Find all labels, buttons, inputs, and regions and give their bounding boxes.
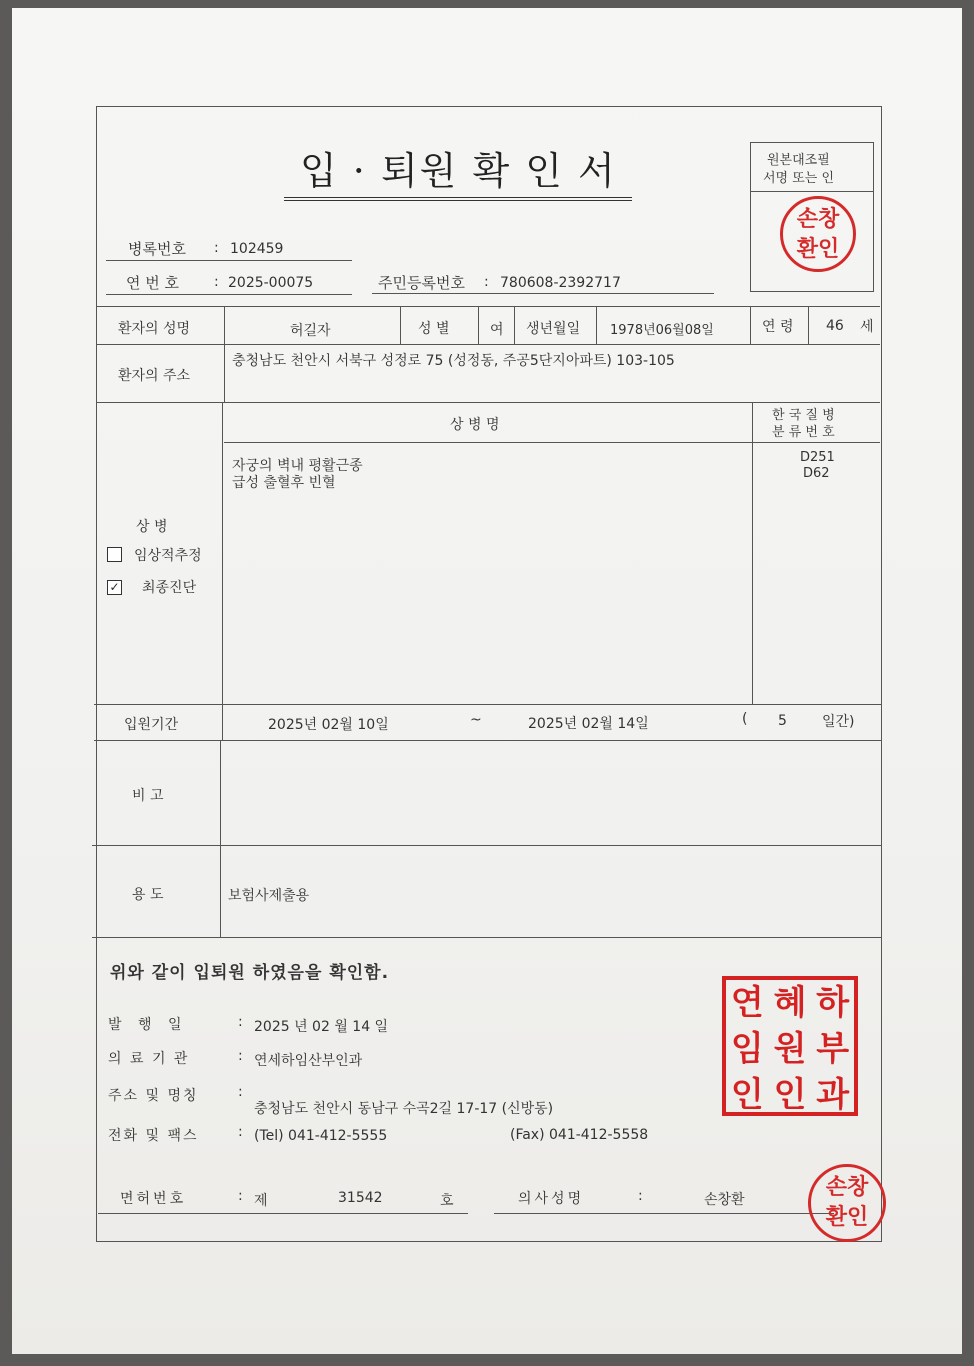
admission-start: 2025년 02월 10일 (268, 717, 389, 733)
seal-text-line1: 손창 (796, 207, 840, 232)
age-label: 연 령 (762, 319, 794, 335)
seal-char: 인 (773, 1075, 807, 1115)
colon: : (238, 1048, 243, 1064)
license-suffix: 호 (440, 1193, 454, 1209)
remarks-label: 비 고 (132, 788, 164, 804)
record-number-value: 102459 (230, 241, 284, 257)
admission-days-unit: 일간) (822, 714, 855, 730)
kcd-header-line1: 한 국 질 병 (772, 408, 835, 423)
record-number-label: 병록번호 (128, 240, 186, 258)
admission-end: 2025년 02월 14일 (528, 716, 649, 732)
seal-char: 인 (730, 1075, 764, 1115)
issue-date-value: 2025 년 02 월 14 일 (254, 1019, 389, 1035)
fax-value: (Fax) 041-412-5558 (510, 1127, 649, 1143)
serial-number-value: 2025-00075 (228, 275, 314, 291)
seal-char: 부 (816, 1029, 850, 1069)
institution-address: 충청남도 천안시 동남구 수곡2길 17-17 (신방동) (254, 1101, 554, 1117)
doctor-name-label: 의사성명 (518, 1191, 585, 1207)
kcd-header-line2: 분 류 번 호 (772, 425, 835, 440)
seal-char: 임 (730, 1029, 764, 1069)
diagnosis-section-label: 상 병 (136, 519, 168, 535)
sex-label: 성 별 (418, 321, 450, 337)
license-label: 면허번호 (120, 1191, 187, 1207)
rrn-label: 주민등록번호 (378, 274, 465, 292)
final-diagnosis-label: 최종진단 (142, 580, 197, 596)
admission-days: 5 (778, 713, 787, 729)
purpose-label: 용 도 (132, 887, 164, 903)
age-value: 46 (826, 318, 844, 334)
license-prefix: 제 (254, 1193, 268, 1209)
seal-char: 혜 (773, 983, 807, 1023)
address-label: 환자의 주소 (118, 368, 191, 384)
tel-value: (Tel) 041-412-5555 (254, 1128, 388, 1144)
institution-label: 의 료 기 관 (108, 1051, 190, 1067)
seal-text-line2: 환인 (825, 1205, 869, 1230)
seal-char: 하 (816, 983, 850, 1023)
colon: : (214, 274, 219, 290)
issue-date-label: 발 행 일 (108, 1017, 188, 1033)
hospital-seal (722, 976, 858, 1116)
institution-value: 연세하임산부인과 (254, 1053, 363, 1069)
address-name-label: 주소 및 명칭 (108, 1088, 199, 1104)
age-unit: 세 (860, 319, 874, 335)
contact-label: 전화 및 팩스 (108, 1128, 199, 1144)
diagnosis-name-2: 급성 출혈후 빈혈 (232, 475, 336, 491)
colon: : (238, 1084, 243, 1100)
document-title: 입 · 퇴원 확 인 서 (300, 149, 617, 193)
dob-label: 생년월일 (526, 321, 581, 337)
diagnosis-code-2: D62 (803, 466, 830, 481)
seal-text-line2: 환인 (796, 237, 840, 262)
diagnosis-code-1: D251 (800, 450, 835, 465)
colon: : (638, 1188, 643, 1204)
license-number: 31542 (338, 1190, 383, 1206)
patient-name-value: 허길자 (290, 323, 331, 339)
colon: : (238, 1014, 243, 1030)
final-diagnosis-checkbox[interactable]: ✓ (107, 580, 122, 595)
diagnosis-name-header: 상 병 명 (450, 417, 500, 433)
colon: : (238, 1188, 243, 1204)
colon: : (238, 1124, 243, 1140)
purpose-value: 보험사제출용 (228, 888, 310, 904)
admission-period-label: 입원기간 (124, 717, 179, 733)
admission-tilde: ~ (470, 712, 482, 728)
doctor-name-value: 손창환 (704, 1192, 745, 1208)
clinical-estimate-checkbox[interactable] (107, 547, 122, 562)
colon: : (484, 274, 489, 290)
dob-value: 1978년06월08일 (610, 323, 714, 338)
diagnosis-name-1: 자궁의 벽내 평활근종 (232, 458, 363, 474)
signature-label: 서명 또는 인 (763, 171, 835, 186)
address-value: 충청남도 천안시 서북구 성정로 75 (성정동, 주공5단지아파트) 103-105 (232, 353, 675, 369)
patient-name-label: 환자의 성명 (118, 321, 191, 337)
clinical-estimate-label: 임상적추정 (134, 548, 202, 564)
seal-char: 연 (730, 983, 764, 1023)
certified-copy-label: 원본대조필 (767, 153, 830, 168)
serial-number-label: 연 번 호 (126, 274, 180, 292)
seal-char: 원 (773, 1029, 807, 1069)
days-open-paren: ( (742, 711, 748, 727)
confirmation-statement: 위와 같이 입퇴원 하였음을 확인함. (110, 963, 390, 983)
rrn-value: 780608-2392717 (500, 275, 621, 291)
colon: : (214, 240, 219, 256)
sex-value: 여 (490, 322, 504, 338)
seal-char: 과 (816, 1075, 850, 1115)
seal-text-line1: 손창 (825, 1175, 869, 1200)
doctor-seal-bottom (808, 1164, 886, 1242)
